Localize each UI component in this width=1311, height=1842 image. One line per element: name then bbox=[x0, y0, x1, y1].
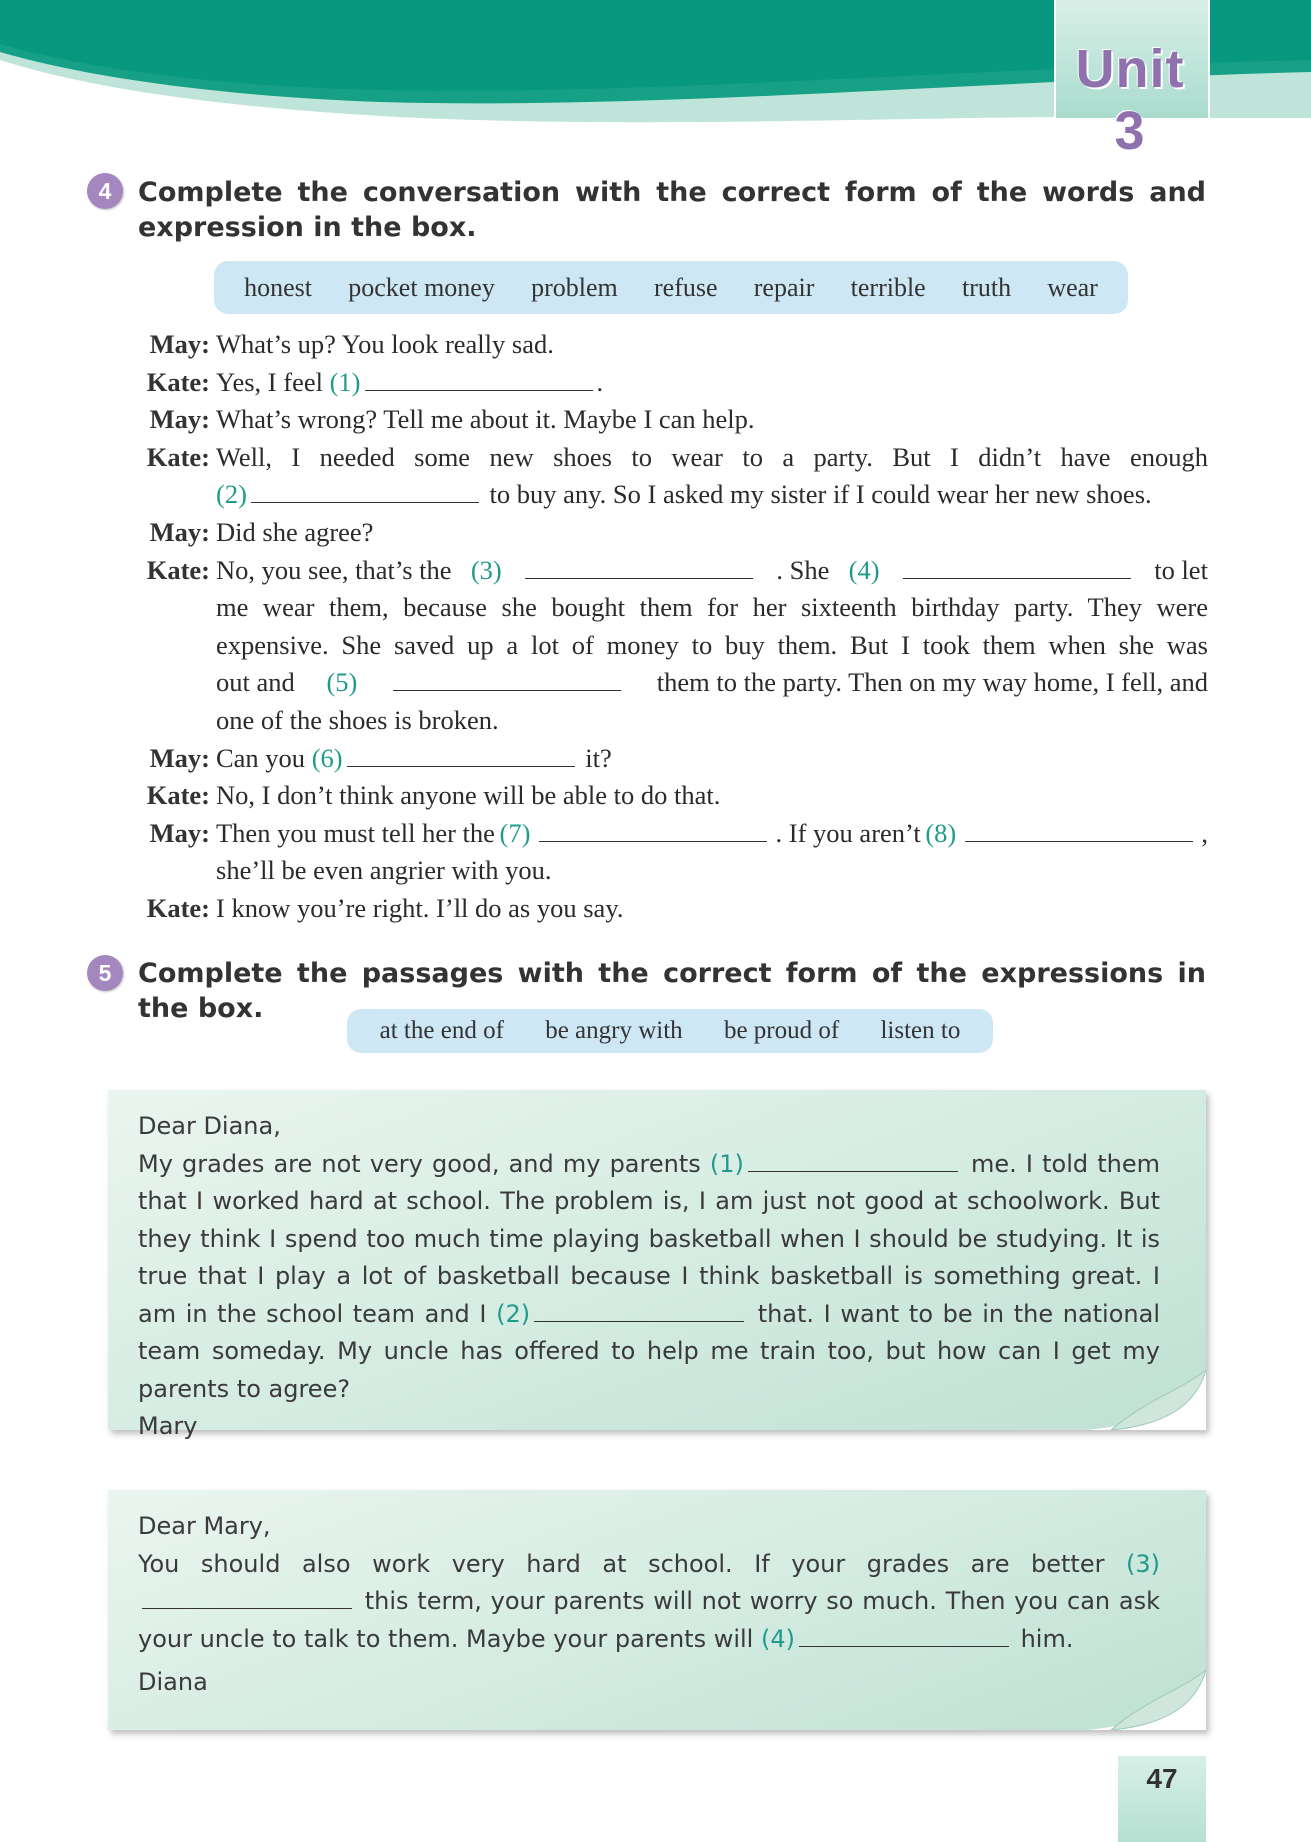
answer-blank-6[interactable] bbox=[347, 746, 575, 767]
dialogue-line bbox=[138, 439, 1208, 514]
utterance: No, I don’t think anyone will be able to do that. bbox=[216, 780, 721, 811]
blank-number: (5) bbox=[326, 667, 358, 698]
word-box bbox=[214, 261, 1128, 314]
expression-at-the-end-of: at the end of bbox=[379, 1017, 504, 1044]
blank-number: (7) bbox=[499, 817, 531, 848]
speaker: May: bbox=[149, 516, 210, 547]
page-number: 47 bbox=[1146, 1763, 1178, 1794]
letter-signature: Diana bbox=[138, 1668, 208, 1696]
page-curl bbox=[1086, 1670, 1206, 1730]
letter-body: You should also work very hard at school. If your grades are better (3) this term, your parents will not worry so much. Then you can ask your uncle to talk to them. Maybe your parents will (4) him. bbox=[138, 1549, 1160, 1653]
utterance: What’s up? You look really sad. bbox=[216, 329, 554, 359]
word-refuse: refuse bbox=[654, 272, 718, 302]
page-curl bbox=[1086, 1370, 1206, 1430]
letter-blank-2[interactable] bbox=[534, 1301, 744, 1322]
answer-blank-1[interactable] bbox=[365, 370, 593, 391]
utterance: What’s wrong? Tell me about it. Maybe I can help. bbox=[216, 404, 755, 435]
speaker: Kate: bbox=[146, 780, 210, 811]
utterance: Yes, I feel (1) . bbox=[216, 366, 604, 397]
dialogue-line bbox=[138, 815, 1208, 890]
expression-box bbox=[347, 1009, 993, 1053]
speaker: Kate: bbox=[146, 441, 210, 472]
answer-blank-3[interactable] bbox=[525, 558, 753, 579]
word-pocket-money: pocket money bbox=[348, 272, 495, 302]
letter-blank-3[interactable] bbox=[142, 1588, 352, 1609]
unit-title: Unit 3 bbox=[1075, 39, 1185, 161]
blank-number: (1) bbox=[709, 1149, 744, 1178]
speaker: May: bbox=[149, 742, 210, 773]
word-problem: problem bbox=[531, 272, 618, 302]
speaker: Kate: bbox=[146, 554, 210, 585]
letter-body: My grades are not very good, and my parents (1) me. I told them that I worked hard at school. The problem is, I am just not good at schoolwork. But they think I spend too much time playing basketball when I should be studying. It is true that I play a lot of basketball because I think basketball is something great. I am in the school team and I (2) that. I want to be in the national team someday. My uncle has offered to help me train too, but how can I get my parents to agree? bbox=[138, 1149, 1160, 1403]
utterance: Can you (6) it? bbox=[216, 742, 612, 773]
answer-blank-5[interactable] bbox=[393, 670, 621, 691]
utterance: Well, I needed some new shoes to wear to a party. But I didn’t have enough (2) to buy any. So I asked my sister if I could wear her new shoes. bbox=[216, 441, 1208, 510]
blank-number: (6) bbox=[311, 742, 343, 773]
dialogue-line bbox=[138, 777, 1208, 815]
dialogue-line bbox=[138, 514, 1208, 552]
dialogue-line bbox=[138, 326, 1208, 364]
exercise-5-badge: 5 bbox=[87, 955, 123, 991]
dialogue-line bbox=[138, 740, 1208, 778]
exercise-4-badge: 4 bbox=[87, 173, 123, 209]
letter-greeting: Dear Diana, bbox=[138, 1112, 281, 1140]
speaker: Kate: bbox=[146, 366, 210, 397]
letter-greeting: Dear Mary, bbox=[138, 1512, 271, 1540]
speaker: Kate: bbox=[146, 892, 210, 923]
letter-mary bbox=[108, 1090, 1206, 1440]
letter-blank-1[interactable] bbox=[748, 1151, 958, 1172]
word-repair: repair bbox=[753, 272, 815, 302]
expression-be-angry-with: be angry with bbox=[545, 1017, 683, 1044]
blank-number: (2) bbox=[496, 1299, 531, 1328]
dialogue-line bbox=[138, 401, 1208, 439]
answer-blank-8[interactable] bbox=[965, 821, 1193, 842]
dialogue-line bbox=[138, 364, 1208, 402]
expression-listen-to: listen to bbox=[880, 1017, 961, 1044]
dialogue-line bbox=[138, 552, 1208, 740]
blank-number: (3) bbox=[1126, 1549, 1160, 1578]
dialogue-line bbox=[138, 890, 1208, 928]
letter-blank-4[interactable] bbox=[799, 1626, 1009, 1647]
blank-number: (2) bbox=[216, 479, 247, 510]
word-wear: wear bbox=[1047, 272, 1098, 302]
dialogue bbox=[138, 326, 1208, 928]
utterance: I know you’re right. I’ll do as you say. bbox=[216, 892, 624, 923]
letter-diana bbox=[108, 1490, 1206, 1730]
utterance: No, you see, that’s the (3) . She (4) to let me wear them, because she bought them for her sixteenth birthday party. They were expensive. She saved up a lot of money to buy them. But I took them when she was out and (5) them to the party. Then on my way home, I fell, and one of the shoes is broken. bbox=[216, 552, 1208, 740]
answer-blank-7[interactable] bbox=[539, 821, 767, 842]
blank-number: (1) bbox=[329, 366, 361, 397]
exercise-5-instruction: Complete the passages with the correct form of the expressions in the box. bbox=[138, 958, 1206, 1024]
blank-number: (8) bbox=[925, 817, 957, 848]
word-terrible: terrible bbox=[850, 272, 926, 302]
exercise-4-instruction: Complete the conversation with the correct form of the words and expression in the box. bbox=[138, 177, 1206, 243]
letter-signature: Mary bbox=[138, 1412, 198, 1440]
answer-blank-2[interactable] bbox=[251, 482, 479, 503]
speaker: May: bbox=[149, 817, 210, 848]
blank-number: (4) bbox=[760, 1624, 795, 1653]
utterance: Did she agree? bbox=[216, 516, 374, 547]
expression-be-proud-of: be proud of bbox=[723, 1017, 840, 1044]
answer-blank-4[interactable] bbox=[903, 558, 1131, 579]
speaker: May: bbox=[149, 329, 210, 359]
speaker: May: bbox=[149, 404, 210, 435]
utterance: Then you must tell her the (7) . If you aren’t (8) , she’ll be even angrier with you. bbox=[216, 815, 1208, 890]
blank-number: (4) bbox=[848, 554, 880, 585]
word-truth: truth bbox=[961, 272, 1012, 302]
blank-number: (3) bbox=[470, 554, 502, 585]
word-honest: honest bbox=[244, 272, 313, 302]
